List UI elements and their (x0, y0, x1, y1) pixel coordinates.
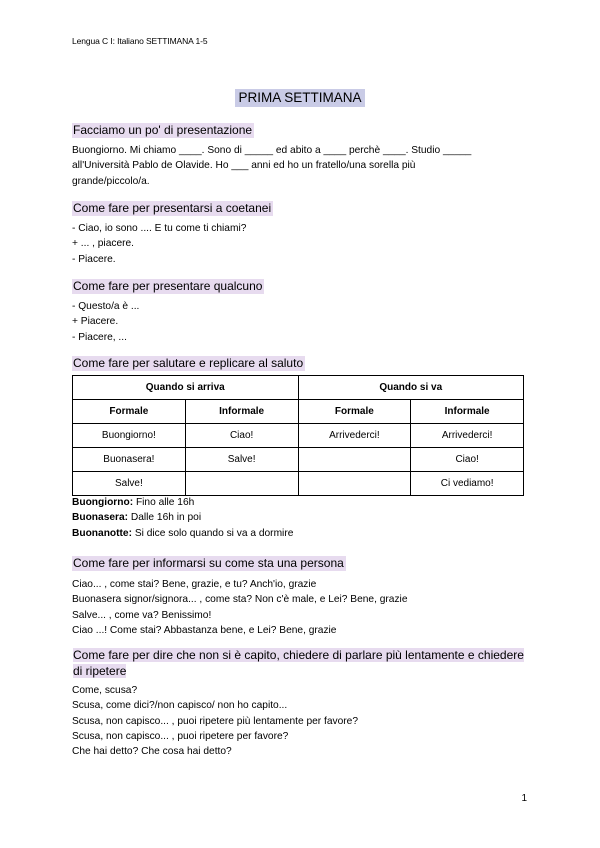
text-line: Scusa, non capisco... , puoi ripetere per favore? (72, 730, 289, 742)
page-title: PRIMA SETTIMANA (235, 89, 364, 107)
text-line: all'Università Pablo de Olavide. Ho ___ anni ed ho un fratello/una sorella più (72, 160, 416, 172)
section-coetanei (72, 199, 532, 267)
section-non-capito (72, 647, 532, 759)
section-body (72, 577, 532, 638)
greetings-table (72, 375, 524, 496)
table-cell: Ciao! (411, 448, 524, 472)
table-row (73, 448, 524, 472)
table-subheader: Informale (411, 400, 524, 424)
text-line: - Questo/a è ... (72, 301, 140, 312)
section-come-sta (72, 554, 532, 638)
table-cell: Buongiorno! (73, 424, 186, 448)
note-term: Buonasera: (72, 512, 129, 524)
text-line: Ciao... , come stai? Bene, grazie, e tu? Anch'io, grazie (72, 579, 317, 590)
table-subheader: Formale (73, 400, 186, 424)
section-body (72, 683, 532, 759)
table-cell: Arrivederci! (411, 424, 524, 448)
text-line: Scusa, non capisco... , puoi ripetere più lentamente per favore? (72, 715, 358, 727)
table-row (73, 472, 524, 496)
text-line: Salve... , come va? Benissimo! (72, 609, 212, 621)
section-body (72, 221, 532, 267)
table-group-header: Quando si va (298, 376, 524, 400)
section-body (72, 299, 532, 345)
text-line: + Piacere. (72, 316, 119, 328)
note-line (72, 495, 293, 510)
greeting-notes (72, 495, 293, 541)
text-line: + ... , piacere. (72, 238, 135, 250)
text-line: Che hai detto? Che cosa hai detto? (72, 746, 232, 758)
table-cell (298, 448, 411, 472)
note-line (72, 510, 293, 525)
table-cell: Arrivederci! (298, 424, 411, 448)
section-heading: Come fare per informarsi su come sta una persona (73, 556, 344, 570)
table-group-header-row (73, 376, 524, 400)
section-heading-line: Come fare per dire che non si è capito, chiedere di parlare più lentamente e chiedere (73, 648, 524, 662)
table-cell: Buonasera! (73, 448, 186, 472)
table-subheader: Informale (185, 400, 298, 424)
note-line (72, 526, 293, 541)
title-wrap (0, 89, 600, 107)
section-heading (72, 647, 533, 679)
section-heading: Facciamo un po' di presentazione (73, 123, 253, 137)
section-heading: Come fare per presentare qualcuno (73, 279, 263, 293)
text-line: Ciao ...! Come stai? Abbastanza bene, e Lei? Bene, grazie (72, 624, 337, 636)
table-cell (185, 472, 298, 496)
section-saluto (72, 354, 532, 372)
note-text: Dalle 16h in poi (128, 512, 202, 524)
table-subheader-row (73, 400, 524, 424)
text-line: Scusa, come dici?/non capisco/ non ho capito... (72, 700, 288, 712)
page-number: 1 (521, 793, 527, 804)
table-cell (298, 472, 411, 496)
text-line: grande/piccolo/a. (72, 175, 150, 187)
text-line: - Piacere. (72, 253, 116, 265)
text-line: - Ciao, io sono .... E tu come ti chiami? (72, 223, 247, 234)
section-heading: Come fare per presentarsi a coetanei (73, 201, 272, 215)
note-text: Si dice solo quando si va a dormire (131, 527, 294, 539)
table-cell: Ci vediamo! (411, 472, 524, 496)
section-heading-line: di ripetere (73, 664, 127, 678)
note-term: Buonanotte: (72, 527, 132, 539)
table-subheader: Formale (298, 400, 411, 424)
table-cell: Ciao! (185, 424, 298, 448)
section-qualcuno (72, 277, 532, 345)
note-term: Buongiorno: (72, 497, 134, 508)
table-cell: Salve! (73, 472, 186, 496)
note-text: Fino alle 16h (133, 497, 195, 508)
section-heading: Come fare per salutare e replicare al saluto (73, 356, 304, 370)
table-cell: Salve! (185, 448, 298, 472)
text-line: Come, scusa? (72, 685, 138, 696)
page-header: Lengua C I: Italiano SETTIMANA 1-5 (72, 36, 208, 46)
text-line: Buonasera signor/signora... , come sta? Non c'è male, e Lei? Bene, grazie (72, 594, 408, 606)
table-group-header: Quando si arriva (73, 376, 299, 400)
table-row (73, 424, 524, 448)
section-body (72, 143, 532, 189)
section-presentazione (72, 121, 532, 189)
text-line: - Piacere, ... (72, 331, 127, 343)
text-line: Buongiorno. Mi chiamo ____. Sono di _____ ed abito a ____ perchè ____. Studio _____ (72, 145, 472, 156)
